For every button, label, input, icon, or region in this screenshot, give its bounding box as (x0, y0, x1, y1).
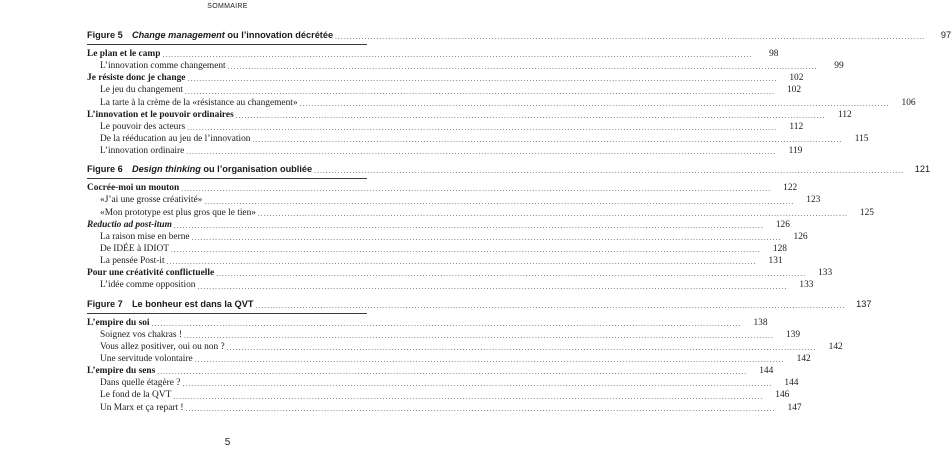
entry-label: Le pouvoir des acteurs (100, 121, 186, 132)
leader-dots: ........................................................................................................................................................................................................ (197, 282, 788, 291)
leader-dots: ........................................................................................................................................................................................................ (157, 368, 748, 377)
page-ref: 133 (799, 280, 814, 291)
leader-dots: ........................................................................................................................................................................................................ (226, 343, 817, 352)
page-ref: 131 (768, 256, 783, 267)
page-ref: 102 (786, 85, 802, 96)
leader-dots: ........................................................................................................................................................................................................ (216, 270, 807, 279)
chapter-heading (87, 298, 253, 311)
leader-dots: ........................................................................................................................................................................................................ (187, 123, 778, 132)
toc-subentry[interactable] (87, 145, 803, 157)
chapter-number: Figure 5 (87, 30, 123, 40)
page-ref: 112 (789, 121, 804, 132)
chapter-divider (87, 44, 367, 45)
toc-subentry[interactable] (87, 60, 844, 72)
entry-label: Le jeu du changement (100, 85, 184, 96)
chapter-spacer (87, 292, 367, 297)
entry-label: L’idée comme opposition (100, 280, 196, 291)
toc-section[interactable] (87, 219, 790, 231)
leader-dots: ........................................................................................................................................................................................................ (335, 33, 926, 41)
toc-subentry[interactable] (87, 279, 814, 291)
entry-label: La tarte à la crème de la «résistance au changement» (100, 97, 298, 108)
page-ref: 128 (772, 243, 787, 254)
toc-subentry[interactable] (87, 207, 874, 219)
chapter-subtitle: ou l’innovation décrétée (224, 30, 334, 40)
entry-label: De IDÉE à IDIOT (100, 243, 169, 254)
toc-section[interactable] (87, 317, 768, 329)
leader-dots: ........................................................................................................................................................................................................ (181, 185, 772, 194)
chapter-heading (87, 163, 312, 176)
page-ref: 97 (940, 30, 951, 40)
entry-label: L’innovation ordinaire (100, 146, 185, 157)
entry-label: L’empire du soi (87, 317, 150, 328)
chapter-title: Change management (131, 30, 225, 40)
toc-subentry[interactable] (87, 402, 802, 414)
page-ref: 98 (769, 48, 779, 59)
toc-subentry[interactable] (87, 133, 869, 145)
chapter-row[interactable] (87, 29, 951, 42)
page-ref: 144 (784, 378, 799, 389)
chapter-divider (87, 313, 367, 314)
toc-subentry[interactable] (87, 97, 916, 109)
entry-label: L’empire du sens (87, 366, 156, 377)
page-ref: 123 (806, 195, 821, 206)
toc-subentry[interactable] (87, 84, 802, 96)
entry-label: Le plan et le camp (87, 48, 161, 59)
chapter-divider (87, 178, 367, 179)
leader-dots: ........................................................................................................................................................................................................ (170, 246, 761, 255)
leader-dots: ........................................................................................................................................................................................................ (204, 197, 795, 206)
leader-dots: ........................................................................................................................................................................................................ (194, 356, 785, 365)
page-number: 5 (224, 437, 231, 448)
entry-label: «Mon prototype est plus gros que le tien» (100, 207, 256, 218)
toc-subentry[interactable] (87, 377, 799, 389)
entry-label: Reductio ad post-itum (87, 219, 172, 230)
leader-dots: ........................................................................................................................................................................................................ (186, 148, 777, 157)
leader-dots: ........................................................................................................................................................................................................ (173, 221, 764, 230)
entry-label: Soignez vos chakras ! (100, 329, 183, 340)
chapter-number: Figure 6 (87, 164, 123, 175)
leader-dots: ........................................................................................................................................................................................................ (185, 87, 776, 96)
entry-label: Vous allez positiver, oui ou non ? (100, 341, 225, 352)
toc-section[interactable] (87, 365, 774, 377)
entry-label: L’innovation comme changement (100, 61, 226, 72)
page-ref: 115 (854, 133, 869, 144)
toc-subentry[interactable] (87, 121, 804, 133)
page-ref: 121 (914, 164, 931, 175)
entry-label: Pour une créativité conflictuelle (87, 268, 215, 279)
leader-dots: ........................................................................................................................................................................................................ (184, 331, 775, 340)
page-ref: 147 (787, 402, 802, 413)
page-ref: 146 (775, 390, 790, 401)
leader-dots: ........................................................................................................................................................................................................ (255, 301, 846, 310)
leader-dots: ........................................................................................................................................................................................................ (314, 167, 905, 176)
leader-dots: ........................................................................................................................................................................................................ (162, 51, 753, 60)
page-ref: 138 (753, 317, 768, 328)
toc-subentry[interactable] (87, 255, 783, 267)
entry-label: La pensée Post-it (100, 256, 165, 267)
chapter-row[interactable] (87, 163, 931, 176)
leader-dots: ........................................................................................................................................................................................................ (252, 136, 843, 145)
chapter-title: Le bonheur est dans la QVT (131, 298, 254, 309)
toc-subentry[interactable] (87, 194, 821, 206)
chapter-heading (87, 29, 333, 42)
chapter-number: Figure 7 (87, 298, 123, 309)
toc-subentry[interactable] (87, 329, 801, 341)
leader-dots: ........................................................................................................................................................................................................ (299, 99, 890, 108)
page-ref: 119 (788, 146, 803, 157)
entry-label: L’innovation et le pouvoir ordinaires (87, 109, 234, 120)
leader-dots: ........................................................................................................................................................................................................ (185, 404, 776, 413)
leader-dots: ........................................................................................................................................................................................................ (187, 75, 778, 84)
page-ref: 99 (834, 61, 844, 72)
chapter-spacer (87, 157, 367, 162)
toc-subentry[interactable] (87, 243, 787, 255)
chapter-title: Design thinking (131, 164, 201, 175)
page-ref: 137 (856, 298, 872, 309)
entry-label: Un Marx et ça repart ! (100, 402, 184, 413)
leader-dots: ........................................................................................................................................................................................................ (227, 63, 818, 72)
entry-label: «J’ai une grosse créativité» (100, 195, 203, 206)
page-ref: 125 (859, 207, 874, 218)
toc-subentry[interactable] (87, 389, 790, 401)
page-ref: 144 (759, 366, 774, 377)
leader-dots: ........................................................................................................................................................................................................ (151, 319, 742, 328)
entry-label: Dans quelle étagère ? (100, 378, 181, 389)
leader-dots: ........................................................................................................................................................................................................ (173, 392, 764, 401)
page-ref: 126 (793, 231, 808, 242)
toc-section[interactable] (87, 72, 804, 84)
toc-section[interactable] (87, 182, 798, 194)
toc-subentry[interactable] (87, 341, 843, 353)
leader-dots: ........................................................................................................................................................................................................ (257, 209, 848, 218)
leader-dots: ........................................................................................................................................................................................................ (235, 111, 826, 120)
entry-label: La raison mise en berne (100, 231, 190, 242)
chapter-subtitle: ou l’organisation oubliée (200, 164, 313, 175)
page-ref: 139 (785, 329, 801, 340)
toc-section[interactable] (87, 109, 852, 121)
toc-subentry[interactable] (87, 231, 808, 243)
toc-section[interactable] (87, 267, 833, 279)
entry-label: Je résiste donc je change (87, 73, 186, 84)
entry-label: Cocrée-moi un mouton (87, 183, 180, 194)
leader-dots: ........................................................................................................................................................................................................ (166, 258, 757, 267)
page-ref: 133 (818, 268, 833, 279)
entry-label: De la rééducation au jeu de l’innovation (100, 133, 251, 144)
table-of-contents (87, 28, 951, 414)
chapter-row[interactable] (87, 298, 872, 311)
leader-dots: ........................................................................................................................................................................................................ (191, 233, 782, 242)
leader-dots: ........................................................................................................................................................................................................ (182, 380, 773, 389)
running-head: SOMMAIRE (207, 3, 248, 10)
page-ref: 122 (783, 183, 798, 194)
page-ref: 142 (828, 341, 843, 352)
page-ref: 102 (789, 73, 804, 84)
toc-section[interactable] (87, 48, 779, 60)
toc-subentry[interactable] (87, 353, 811, 365)
page-ref: 112 (838, 109, 852, 120)
page-ref: 142 (796, 353, 811, 364)
page-ref: 126 (775, 219, 790, 230)
entry-label: Le fond de la QVT (100, 390, 172, 401)
entry-label: Une servitude volontaire (100, 353, 193, 364)
page-ref: 106 (901, 97, 916, 108)
